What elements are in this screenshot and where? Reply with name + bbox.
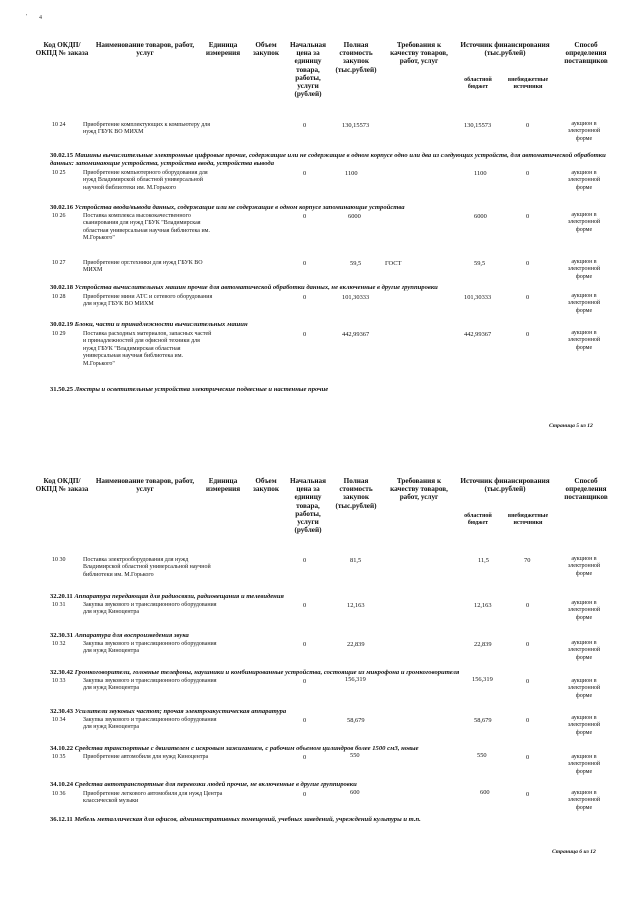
row-regional: 6000 bbox=[474, 213, 487, 220]
row-total: 442,99367 bbox=[342, 331, 370, 338]
category-text: Аппаратура передающая для радиосвязи, радиовещания и телевидения bbox=[74, 593, 284, 600]
row-total: 1100 bbox=[345, 170, 358, 177]
row-number: 10 26 bbox=[52, 213, 66, 219]
category-text: Мебель металлическая для офисов, административных помещений, учебных заведений, учреждений культуры и т.п. bbox=[74, 816, 421, 823]
category-text: Усилители звуковых частот; прочая электроакустическая аппаратура bbox=[74, 708, 287, 715]
row-total: 101,30333 bbox=[342, 294, 370, 301]
row-regional: 130,15573 bbox=[464, 122, 492, 129]
row-total: 156,319 bbox=[345, 676, 366, 683]
row-regional: 59,5 bbox=[474, 260, 486, 267]
row-method: аукцион в электронной форме bbox=[567, 212, 601, 233]
header-price: Начальная цена за единицу товара, работы, услуги (рублей) bbox=[289, 477, 327, 535]
category-text: Аппаратура для воспроизведения звука bbox=[74, 632, 189, 639]
header-method: Способ определения поставщиков bbox=[564, 41, 608, 66]
category-heading bbox=[50, 321, 610, 329]
category-text: Громкоговорители, головные телефоны, наушники и комбинированные устройства, состоящие из микрофона и громкоговорителя bbox=[74, 669, 460, 676]
row-total: 6000 bbox=[348, 213, 361, 220]
row-number: 10 31 bbox=[52, 602, 66, 608]
category-code: 32.30.42 bbox=[50, 669, 74, 676]
header-volume: Объем закупок bbox=[253, 41, 279, 58]
row-requirements: ГОСТ bbox=[385, 260, 402, 267]
row-regional: 156,319 bbox=[472, 676, 493, 683]
row-name: Поставка расходных материалов, запасных частей и принадлежностей для офисной техники для нужд ГБУК "Владимирская областная универсальная научная библиотека им. М.Горького" bbox=[83, 331, 212, 367]
row-name: Приобретение комплектующих к компьютеру для нужд ГБУК ВО МИХМ bbox=[83, 122, 211, 136]
category-text: Люстры и осветительные устройства электрические подвесные и настенные прочие bbox=[74, 386, 329, 393]
header-price: Начальная цена за единицу товара, работы, услуги (рублей) bbox=[289, 41, 327, 99]
row-price: 0 bbox=[303, 170, 307, 177]
category-text: Средства автотранспортные для перевозки людей прочие, не включенные в другие группировки bbox=[74, 781, 357, 788]
row-method: аукцион в электронной форме bbox=[567, 121, 601, 142]
category-code: 32.30.43 bbox=[50, 708, 74, 715]
header-requirements: Требования к качеству товаров, работ, услуг bbox=[390, 41, 448, 66]
header-source-regional: областной бюджет bbox=[464, 513, 492, 526]
row-price: 0 bbox=[303, 260, 307, 267]
row-extrabudget: 0 bbox=[526, 717, 530, 724]
row-price: 0 bbox=[303, 641, 307, 648]
category-code: 31.50.25 bbox=[50, 386, 74, 393]
row-method: аукцион в электронной форме bbox=[567, 330, 601, 351]
row-method: аукцион в электронной форме bbox=[567, 170, 601, 191]
row-total: 600 bbox=[350, 789, 360, 796]
row-price: 0 bbox=[303, 602, 307, 609]
row-extrabudget: 0 bbox=[526, 294, 530, 301]
row-extrabudget: 0 bbox=[526, 213, 530, 220]
header-code: Код ОКДП/ ОКПД № заказа bbox=[35, 41, 89, 58]
row-regional: 600 bbox=[480, 789, 490, 796]
row-name: Приобретение орг.техники для нужд ГБУК ВО МИХМ bbox=[83, 260, 203, 274]
header-source: Источник финансирования (тыс.рублей) bbox=[460, 41, 550, 58]
header-total: Полная стоимость закупок (тыс.рублей) bbox=[335, 41, 377, 74]
row-method: аукцион в электронной форме bbox=[567, 556, 601, 577]
row-extrabudget: 0 bbox=[526, 260, 530, 267]
row-extrabudget: 0 bbox=[526, 678, 530, 685]
category-heading bbox=[50, 152, 610, 168]
category-heading bbox=[50, 781, 610, 789]
header-unit: Единица измерения bbox=[205, 477, 241, 494]
row-regional: 58,679 bbox=[474, 717, 492, 724]
row-regional: 22,839 bbox=[474, 641, 492, 648]
row-name: Приобретение компьютерного оборудования для нужд Владимирской областной универсальной научной библиотеки им. М.Горького bbox=[83, 170, 208, 191]
category-heading bbox=[50, 669, 616, 677]
row-extrabudget: 0 bbox=[526, 331, 530, 338]
row-name: Поставка электрооборудования для нужд Владимирской областной универсальной научной библиотеки им. М.Горького bbox=[83, 557, 211, 578]
row-number: 10 24 bbox=[52, 122, 66, 128]
row-total: 130,15573 bbox=[342, 122, 370, 129]
category-text: Машины вычислительные электронные цифровые прочие, содержащие или не содержащие в одном корпусе одно или два из следующих устройств, для автоматической обработки данных: запоминающие устройства, устройства ввода, устройства вывода bbox=[50, 152, 606, 168]
row-method: аукцион в электронной форме bbox=[567, 640, 601, 661]
row-number: 10 29 bbox=[52, 331, 66, 337]
category-heading bbox=[50, 816, 616, 824]
row-name: Закупка звукового и трансляционного оборудования для нужд Киноцентра bbox=[83, 641, 217, 655]
row-method: аукцион в электронной форме bbox=[567, 600, 601, 621]
row-name: Закупка звукового и трансляционного оборудования для нужд Киноцентра bbox=[83, 717, 217, 731]
category-code: 36.12.11 bbox=[50, 816, 73, 823]
row-method: аукцион в электронной форме bbox=[567, 754, 601, 775]
header-method: Способ определения поставщиков bbox=[564, 477, 608, 502]
header-source-regional: областной бюджет bbox=[464, 77, 492, 90]
category-code: 32.20.11 bbox=[50, 593, 73, 600]
header-requirements: Требования к качеству товаров, работ, услуг bbox=[390, 477, 448, 502]
row-number: 10 30 bbox=[52, 557, 66, 563]
row-method: аукцион в электронной форме bbox=[567, 259, 601, 280]
row-number: 10 34 bbox=[52, 717, 66, 723]
row-price: 0 bbox=[303, 717, 307, 724]
row-extrabudget: 0 bbox=[526, 641, 530, 648]
category-code: 30.02.19 bbox=[50, 321, 74, 328]
row-number: 10 35 bbox=[52, 754, 66, 760]
corner-mark: 4 bbox=[39, 15, 42, 21]
row-regional: 11,5 bbox=[478, 557, 489, 564]
row-method: аукцион в электронной форме bbox=[567, 715, 601, 736]
row-extrabudget: 70 bbox=[524, 557, 531, 564]
category-code: 34.10.22 bbox=[50, 745, 74, 752]
category-code: 32.30.31 bbox=[50, 632, 74, 639]
category-heading bbox=[50, 284, 610, 292]
row-total: 22,839 bbox=[347, 641, 365, 648]
row-name: Закупка звукового и трансляционного оборудования для нужд Киноцентра bbox=[83, 678, 217, 692]
row-extrabudget: 0 bbox=[526, 602, 530, 609]
row-name: Приобретение легкового автомобиля для нужд Центра классической музыки bbox=[83, 791, 223, 805]
row-regional: 12,163 bbox=[474, 602, 492, 609]
row-extrabudget: 0 bbox=[526, 754, 530, 761]
category-text: Средства транспортные с двигателем с искровым зажиганием, с рабочим объемом цилиндров более 1500 см3, новые bbox=[74, 745, 419, 752]
row-number: 10 25 bbox=[52, 170, 66, 176]
header-total: Полная стоимость закупок (тыс.рублей) bbox=[335, 477, 377, 510]
row-number: 10 33 bbox=[52, 678, 66, 684]
row-regional: 1100 bbox=[474, 170, 487, 177]
header-source-extrabudget: внебюджетные источники bbox=[507, 77, 549, 90]
header-code: Код ОКДП/ ОКПД № заказа bbox=[35, 477, 89, 494]
category-heading bbox=[50, 632, 610, 640]
category-code: 30.02.18 bbox=[50, 284, 74, 291]
row-number: 10 28 bbox=[52, 294, 66, 300]
row-price: 0 bbox=[303, 557, 307, 564]
header-unit: Единица измерения bbox=[205, 41, 241, 58]
row-total: 550 bbox=[350, 752, 360, 759]
category-heading bbox=[50, 593, 610, 601]
row-total: 59,5 bbox=[350, 260, 362, 267]
corner-mark: ' bbox=[26, 14, 28, 20]
category-heading bbox=[50, 204, 610, 212]
category-code: 30.02.15 bbox=[50, 152, 74, 159]
category-text: Устройства вычислительных машин прочие для автоматической обработки данных, не включенные в другие группировки bbox=[74, 284, 438, 291]
row-method: аукцион в электронной форме bbox=[567, 293, 601, 314]
row-regional: 550 bbox=[477, 752, 487, 759]
category-heading bbox=[50, 745, 610, 753]
category-text: Устройства ввода/вывода данных, содержащие или не содержащие в одном корпусе запоминающие устройства bbox=[74, 204, 405, 211]
row-name: Приобретение мини АТС и сетевого оборудования для нужд ГБУК ВО МИХМ bbox=[83, 294, 213, 308]
category-code: 30.02.16 bbox=[50, 204, 74, 211]
row-price: 0 bbox=[303, 294, 307, 301]
row-price: 0 bbox=[303, 791, 307, 798]
row-price: 0 bbox=[303, 331, 307, 338]
row-price: 0 bbox=[303, 122, 307, 129]
row-extrabudget: 0 bbox=[526, 170, 530, 177]
row-price: 0 bbox=[303, 754, 307, 761]
row-number: 10 36 bbox=[52, 791, 66, 797]
row-extrabudget: 0 bbox=[526, 791, 530, 798]
header-name: Наименование товаров, работ, услуг bbox=[95, 477, 195, 494]
header-source-extrabudget: внебюджетные источники bbox=[507, 513, 549, 526]
row-regional: 442,99367 bbox=[464, 331, 492, 338]
row-name: Поставка комплекса высококачественного сканирования для нужд ГБУК "Владимирская областная универсальная научная библиотека им. М.Горького" bbox=[83, 213, 210, 242]
row-price: 0 bbox=[303, 213, 307, 220]
row-name: Приобретение автомобиля для нужд Киноцентра bbox=[83, 754, 209, 760]
row-method: аукцион в электронной форме bbox=[567, 678, 601, 699]
row-number: 10 32 bbox=[52, 641, 66, 647]
row-regional: 101,30333 bbox=[464, 294, 492, 301]
category-heading bbox=[50, 386, 610, 394]
page-number: Страница 5 из 12 bbox=[549, 423, 593, 429]
row-number: 10 27 bbox=[52, 260, 66, 266]
row-total: 81,5 bbox=[350, 557, 362, 564]
header-source: Источник финансирования (тыс.рублей) bbox=[460, 477, 550, 494]
row-method: аукцион в электронной форме bbox=[567, 790, 601, 811]
row-price: 0 bbox=[303, 678, 307, 685]
header-volume: Объем закупок bbox=[253, 477, 279, 494]
header-name: Наименование товаров, работ, услуг bbox=[95, 41, 195, 58]
row-total: 12,163 bbox=[347, 602, 365, 609]
page-number: Страница 6 из 12 bbox=[552, 849, 596, 855]
category-text: Блоки, части и принадлежности вычислительных машин bbox=[74, 321, 248, 328]
category-heading bbox=[50, 708, 610, 716]
row-name: Закупка звукового и трансляционного оборудования для нужд Киноцентра bbox=[83, 602, 217, 616]
category-code: 34.10.24 bbox=[50, 781, 74, 788]
row-total: 58,679 bbox=[347, 717, 365, 724]
row-extrabudget: 0 bbox=[526, 122, 530, 129]
